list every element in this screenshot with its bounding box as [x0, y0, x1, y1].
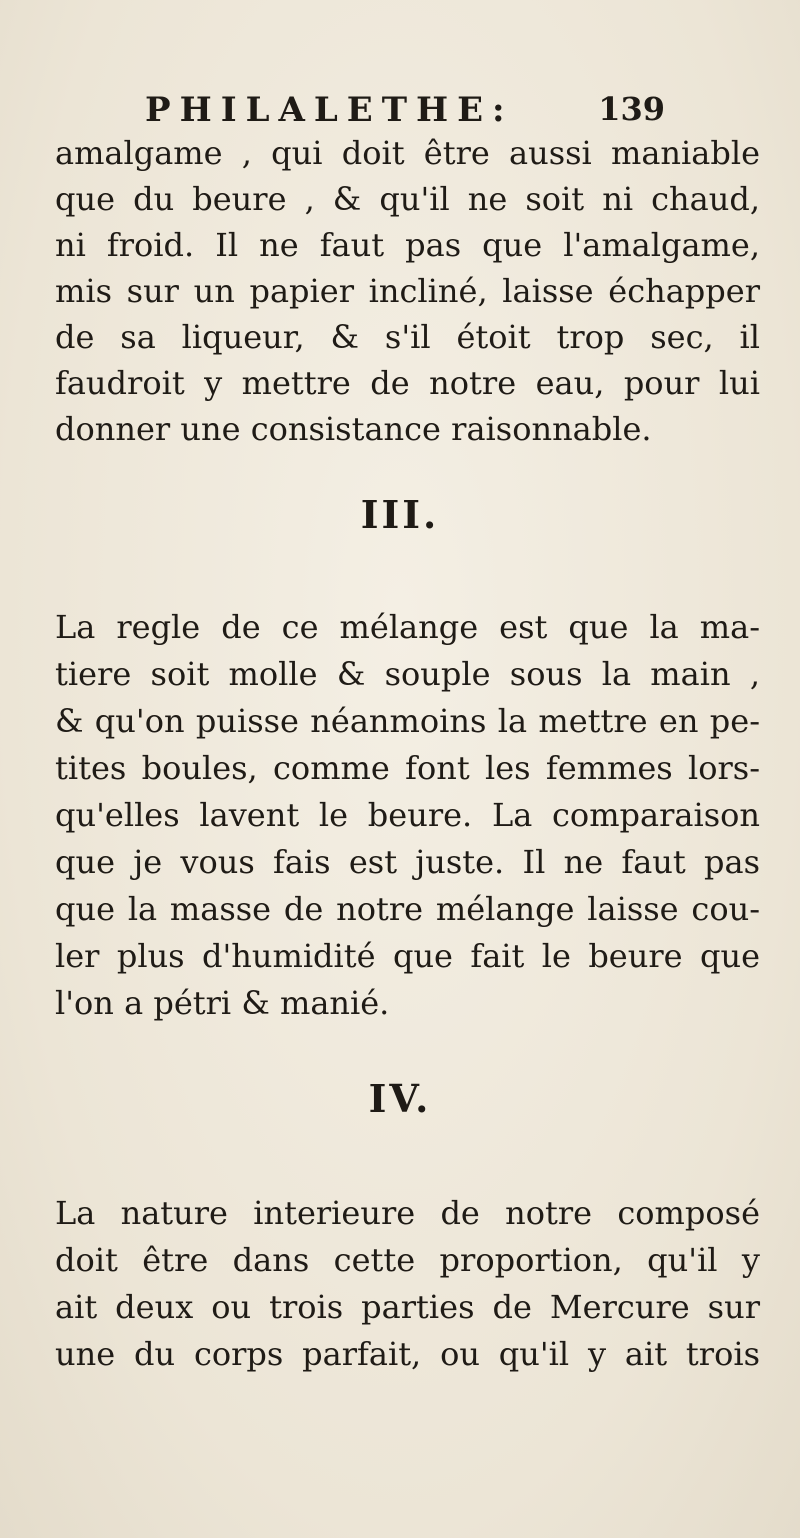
text-line: tites boules, comme font les femmes lors- — [55, 749, 760, 787]
text-line: qu'elles lavent le beure. La comparaison — [55, 796, 760, 834]
text-line: La regle de ce mélange est que la ma- — [55, 608, 760, 646]
section-number-iv: IV. — [368, 1076, 432, 1121]
text-line: ler plus d'humidité que fait le beure que — [55, 937, 760, 975]
text-line: tiere soit molle & souple sous la main , — [55, 655, 760, 693]
text-line: faudroit y mettre de notre eau, pour lui — [55, 364, 760, 402]
text-line: l'on a pétri & manié. — [55, 984, 390, 1022]
text-line: de sa liqueur, & s'il étoit trop sec, il — [55, 318, 760, 356]
text-line: donner une consistance raisonnable. — [55, 410, 652, 448]
running-title: PHILALETHE: — [145, 90, 514, 130]
section-number-iii: III. — [360, 492, 440, 537]
text-line: ni froid. Il ne faut pas que l'amalgame, — [55, 226, 760, 264]
text-line: & qu'on puisse néanmoins la mettre en pe- — [55, 702, 760, 740]
text-line: doit être dans cette proportion, qu'il y — [55, 1241, 760, 1279]
text-line: La nature interieure de notre composé — [55, 1194, 760, 1232]
text-line: ait deux ou trois parties de Mercure sur — [55, 1288, 760, 1326]
text-line: que du beure , & qu'il ne soit ni chaud, — [55, 180, 760, 218]
page-number: 139 — [598, 90, 665, 128]
text-line: que la masse de notre mélange laisse cou- — [55, 890, 760, 928]
text-line: que je vous fais est juste. Il ne faut pas — [55, 843, 760, 881]
text-line: amalgame , qui doit être aussi maniable — [55, 134, 760, 172]
text-line: mis sur un papier incliné, laisse échapper — [55, 272, 760, 310]
text-line: une du corps parfait, ou qu'il y ait trois — [55, 1335, 760, 1373]
